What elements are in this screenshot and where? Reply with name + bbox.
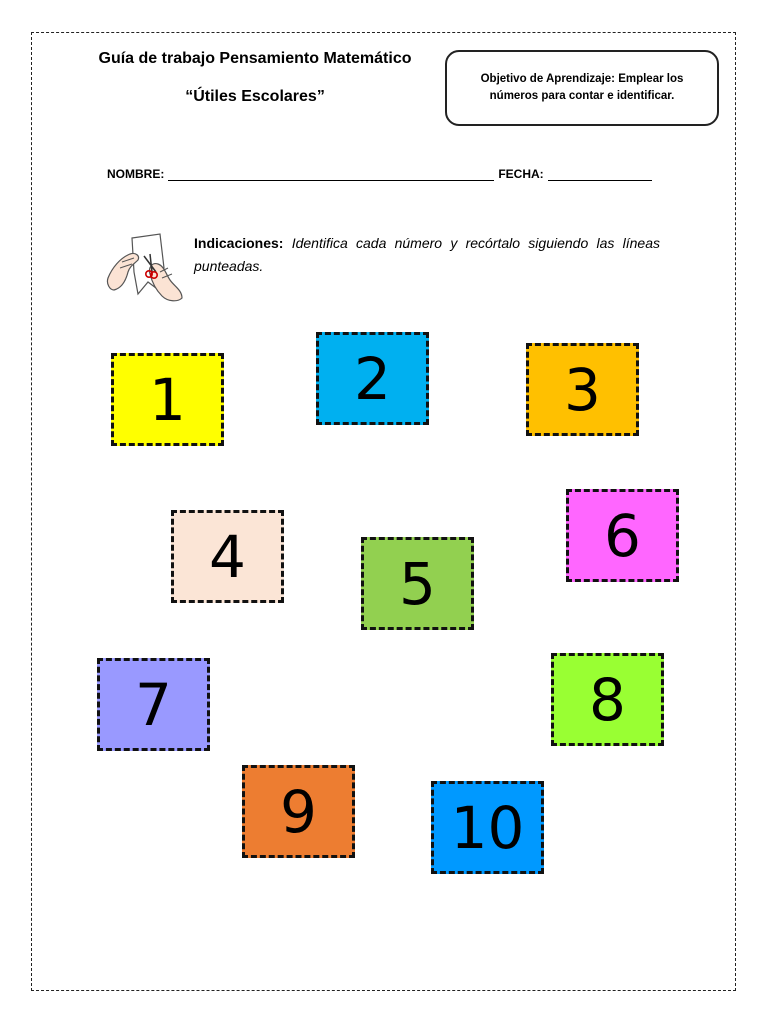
number-card-3[interactable] bbox=[526, 343, 639, 436]
card-number: 2 bbox=[354, 344, 391, 413]
number-card-9[interactable] bbox=[242, 765, 355, 858]
card-number: 7 bbox=[135, 670, 172, 739]
card-number: 4 bbox=[209, 522, 246, 591]
instructions-text bbox=[194, 232, 660, 278]
worksheet-subtitle: “Útiles Escolares” bbox=[185, 88, 325, 105]
card-number: 9 bbox=[280, 777, 317, 846]
number-card-2[interactable] bbox=[316, 332, 429, 425]
name-label: NOMBRE: bbox=[107, 167, 165, 181]
instructions-label: Indicaciones: bbox=[194, 235, 284, 251]
card-number: 10 bbox=[450, 793, 525, 862]
worksheet-title: Guía de trabajo Pensamiento Matemático bbox=[98, 50, 412, 67]
instructions-body: Identifica cada número y recórtalo siguiendo las líneas punteadas. bbox=[194, 235, 660, 274]
number-card-7[interactable] bbox=[97, 658, 210, 751]
learning-objective-box bbox=[445, 50, 719, 126]
date-label: FECHA: bbox=[498, 167, 544, 181]
card-number: 3 bbox=[564, 355, 601, 424]
number-card-1[interactable] bbox=[111, 353, 224, 446]
card-number: 1 bbox=[149, 365, 186, 434]
learning-objective-text: Objetivo de Aprendizaje: Emplear los números para contar e identificar. bbox=[480, 73, 684, 102]
number-card-6[interactable] bbox=[566, 489, 679, 582]
number-card-10[interactable] bbox=[431, 781, 544, 874]
number-card-5[interactable] bbox=[361, 537, 474, 630]
scissors-cutting-hands-icon bbox=[104, 228, 186, 304]
card-number: 8 bbox=[589, 665, 626, 734]
number-card-8[interactable] bbox=[551, 653, 664, 746]
card-number: 6 bbox=[604, 501, 641, 570]
number-card-4[interactable] bbox=[171, 510, 284, 603]
name-date-row bbox=[107, 167, 652, 181]
date-field-line[interactable] bbox=[548, 168, 652, 181]
name-field-line[interactable] bbox=[168, 168, 494, 181]
card-number: 5 bbox=[399, 549, 436, 618]
